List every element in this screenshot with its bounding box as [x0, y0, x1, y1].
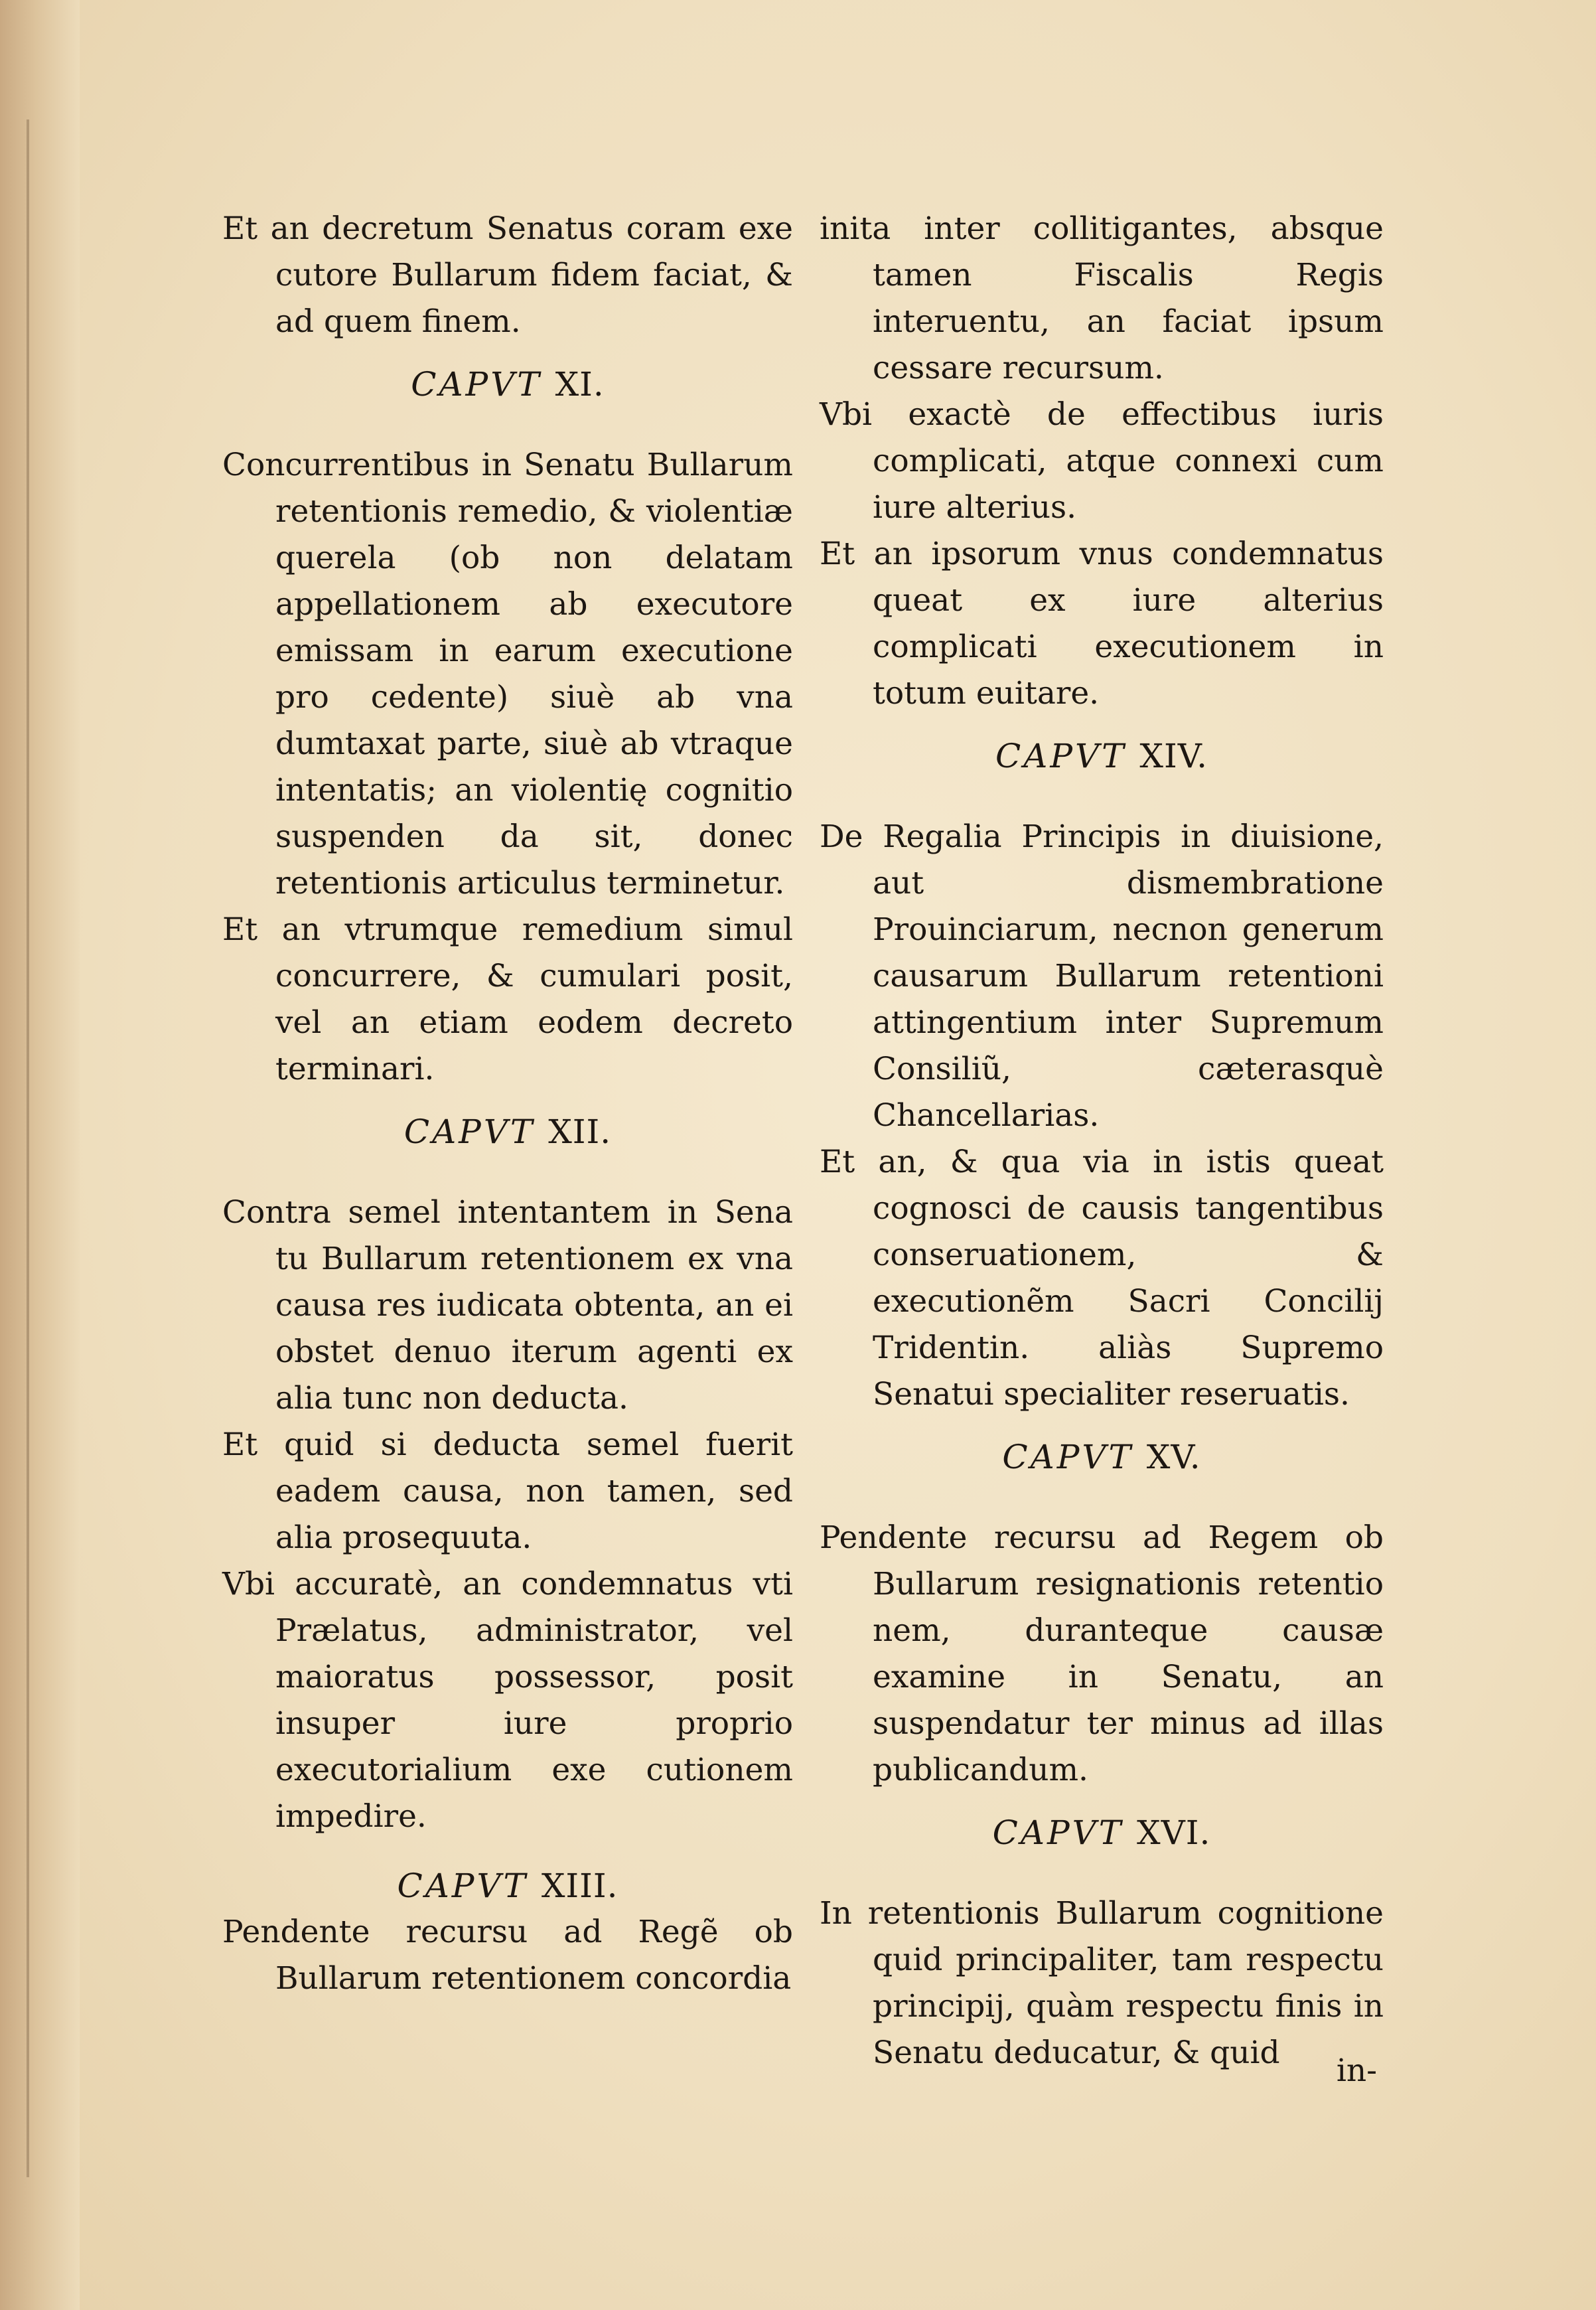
entry-left-1: Et an decretum Senatus coram exe cutore Bullarum fidem faciat, & ad quem finem.	[222, 210, 793, 340]
caput-label: CAPVT	[992, 1813, 1124, 1852]
entry-right-7: In retentionis Bullarum cognitione quid principaliter, tam respectu principij, quàm respectu finis in Senatu deducatur, & quid	[820, 1895, 1384, 2071]
caput-number: XV.	[1146, 1438, 1201, 1476]
caput-number: XII.	[548, 1113, 612, 1151]
entry-left-6: Vbi accuratè, an condemnatus vti Prælatus, administrator, vel maioratus possessor, posit insuper iure proprio executorialium exe cutionem impedire.	[222, 1566, 793, 1835]
entry-right-5: Et an, & qua via in istis queat cognosci de causis tangentibus conseruationem, & executionẽm Sacri Concilij Tridentin. aliàs Supremo Senatui specialiter reseruatis.	[820, 1144, 1384, 1413]
entry-left-4: Contra semel intentantem in Sena tu Bullarum retentionem ex vna causa res iudicata obtenta, an ei obstet denuo iterum agenti ex alia tunc non deducta.	[222, 1194, 793, 1417]
caput-xiii-heading	[222, 1863, 793, 1909]
entry-left-7: Pendente recursu ad Regẽ ob Bullarum retentionem concordia	[222, 1914, 793, 1997]
caput-label: CAPVT	[403, 1113, 536, 1151]
entry-right-4: De Regalia Principis in diuisione, aut dismembratione Prouinciarum, necnon generum causarum Bullarum retentioni attingentium inter Supremum Consiliũ, cæterasquè Chancellarias.	[820, 818, 1384, 1134]
entry-right-3: Et an ipsorum vnus condemnatus queat ex iure alterius complicati executionem in totum euitare.	[820, 536, 1384, 712]
catchword: in-	[1336, 2052, 1377, 2089]
entry-left-3: Et an vtrumque remedium simul concurrere, & cumulari posit, vel an etiam eodem decreto terminari.	[222, 911, 793, 1087]
caput-number: XIII.	[541, 1867, 618, 1905]
caput-number: XI.	[555, 365, 605, 404]
caput-xvi-heading	[820, 1810, 1384, 1856]
caput-number: XIV.	[1139, 737, 1208, 775]
caput-xi-heading	[222, 361, 793, 408]
entry-left-2: Concurrentibus in Senatu Bullarum retentionis remedio, & violentiæ querela (ob non delatam appellationem ab executore emissam in earum executione pro cedente) siuè ab vna dumtaxat parte, siuè ab vtraque intentatis; an violentię cognitio suspenden da sit, donec retentionis articulus terminetur.	[222, 447, 793, 901]
caput-label: CAPVT	[1002, 1438, 1133, 1476]
entry-right-2: Vbi exactè de effectibus iuris complicati, atque connexi cum iure alterius.	[820, 396, 1384, 526]
gutter-shadow	[27, 119, 29, 2177]
binding-gutter	[0, 0, 80, 2310]
caput-xv-heading	[820, 1434, 1384, 1480]
caput-xiv-heading	[820, 733, 1384, 779]
entry-left-5: Et quid si deducta semel fuerit eadem causa, non tamen, sed alia prosequuta.	[222, 1426, 793, 1556]
caput-label: CAPVT	[995, 737, 1127, 775]
entry-right-6: Pendente recursu ad Regem ob Bullarum resignationis retentio nem, duranteque causæ examine in Senatu, an suspendatur ter minus ad illas publicandum.	[820, 1519, 1384, 1788]
entry-right-1: inita inter collitigantes, absque tamen Fiscalis Regis interuentu, an faciat ipsum cessare recursum.	[820, 210, 1384, 386]
caput-xii-heading	[222, 1109, 793, 1155]
right-column	[820, 206, 1384, 2076]
caput-label: CAPVT	[397, 1867, 528, 1905]
caput-label: CAPVT	[411, 365, 542, 404]
caput-number: XVI.	[1137, 1813, 1211, 1852]
left-column	[222, 206, 793, 2002]
